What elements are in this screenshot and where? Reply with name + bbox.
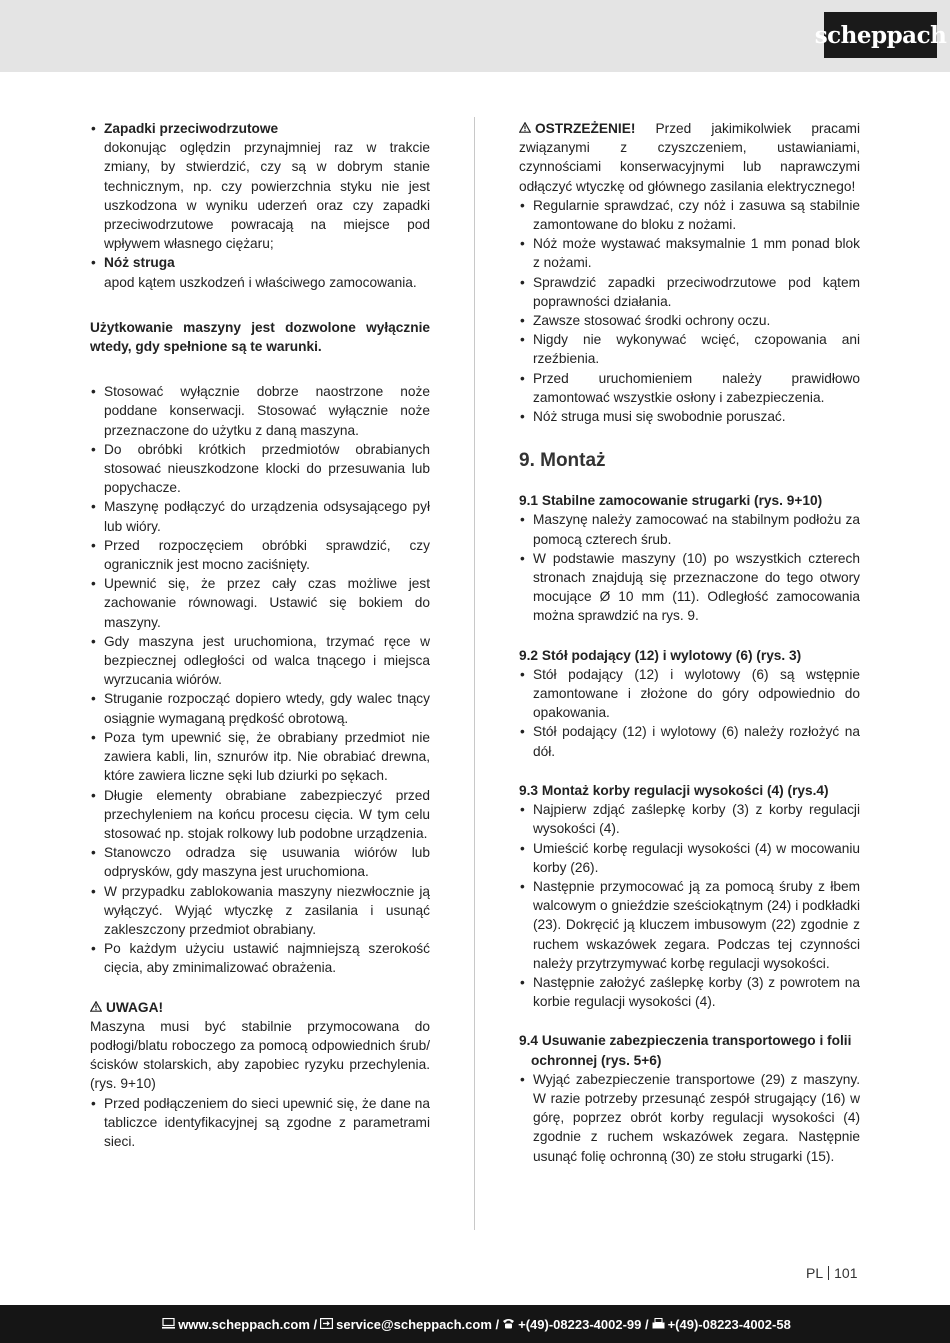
list-item: • Nóż może wystawać maksymalnie 1 mm ponad blok z nożami. [519, 234, 860, 272]
warning-triangle-icon [519, 119, 531, 138]
subsection-heading: 9.2 Stół podający (12) i wylotowy (6) (rys. 3) [519, 647, 802, 663]
caution-title: OSTRZEŻENIE! [535, 121, 636, 136]
item-text: apod kątem uszkodzeń i właściwego zamocowania. [104, 274, 417, 290]
list-item: • Następnie założyć zaślepkę korby (3) z powrotem na korbie regulacji wysokości (4). [519, 973, 860, 1011]
list-item: • Umieścić korbę regulacji wysokości (4) w mocowaniu korby (26). [519, 839, 860, 877]
list-item: • Poza tym upewnić się, że obrabiany przedmiot nie zawiera kabli, lin, sznurów itp. Nie obrabiać drewna, które zawiera liczne sęki lub dziurki po sękach. [90, 728, 430, 786]
section-title: 9. Montaż [519, 450, 606, 472]
warning-triangle-icon [90, 998, 102, 1017]
caution-block [519, 119, 860, 196]
column-divider [474, 117, 475, 1230]
list-item: • Stanowczo odradza się usuwania wiórów lub odprysków, gdy maszyna jest uruchomiona. [90, 843, 430, 881]
list-item: • Po każdym użyciu ustawić najmniejszą szerokość cięcia, aby zminimalizować obrażenia. [90, 939, 430, 977]
page-number [806, 1265, 857, 1281]
subsection-heading: 9.3 Montaż korby regulacji wysokości (4) (rys.4) [519, 782, 829, 798]
computer-icon [162, 1317, 175, 1332]
brand-logo: scheppach [824, 12, 937, 58]
warning-list [90, 1094, 430, 1152]
item-title: • Zapadki przeciwodrzutowe [104, 121, 279, 136]
list-item: • Do obróbki krótkich przedmiotów obrabianych stosować nieuszkodzone klocki do przesuwania lub popychacze. [90, 440, 430, 498]
footer-phone[interactable]: +(49)-08223-4002-99 / [518, 1316, 649, 1332]
subsection [519, 646, 860, 761]
left-column [90, 119, 430, 1151]
list-item [90, 119, 430, 253]
subsection [519, 781, 860, 1011]
list-item: • Przed uruchomieniem należy prawidłowo zamontować wszystkie osłony i zabezpieczenia. [519, 369, 860, 407]
list-item: • Regularnie sprawdzać, czy nóż i zasuwa są stabilnie zamontowane do bloku z nożami. [519, 196, 860, 234]
subsection [519, 491, 860, 625]
conditions-heading: Użytkowanie maszyny jest dozwolone wyłącznie wtedy, gdy spełnione są te warunki. [90, 319, 430, 355]
list-item: • Stosować wyłącznie dobrze naostrzone noże poddane konserwacji. Stosować wyłącznie noże przeznaczone do użytku z daną maszyna. [90, 382, 430, 440]
page-footer [0, 1305, 950, 1343]
conditions-list [90, 382, 430, 977]
list-item: • Przed podłączeniem do sieci upewnić się, że dane na tabliczce identyfikacyjnej są zgodne z parametrami sieci. [90, 1094, 430, 1152]
list-item: • Długie elementy obrabiane zabezpieczyć przed przechyleniem na końcu procesu cięcia. W tym celu stosować np. stojak rolkowy lub podobne urządzenia. [90, 786, 430, 844]
list-item: • W podstawie maszyny (10) po wszystkich czterech stronach znajdują się przeznaczone do tego otwory mocujące Ø 10 mm (11). Odległość zamocowania można sprawdzić na rys. 9. [519, 549, 860, 626]
subsection [519, 1031, 860, 1165]
footer-email[interactable]: service@scheppach.com / [336, 1316, 500, 1332]
caution-text: Przed jakimikolwiek pracami związanymi z czyszczeniem, ustawianiami, czynnościami konserwacyjnymi lub naprawczymi odłączyć wtyczkę od głównego zasilania elektrycznego! [519, 121, 860, 194]
page-language: PL [806, 1265, 824, 1281]
warning-text: Maszyna musi być stabilnie przymocowana do podłogi/blatu roboczego za pomocą odpowiednich śrub/ścisków stolarskich, aby zapobiec ryzyku przechylenia. (rys. 9+10) [90, 1018, 430, 1092]
subsection-heading: 9.1 Stabilne zamocowanie strugarki (rys. 9+10) [519, 493, 823, 509]
list-item: • Nigdy nie wykonywać wcięć, czopowania ani rzeźbienia. [519, 330, 860, 368]
right-column [519, 119, 860, 1166]
list-item: • Upewnić się, że przez cały czas możliwe jest zachowanie równowagi. Ustawić się bokiem do maszyny. [90, 574, 430, 632]
phone-icon [502, 1317, 515, 1332]
warning-block [90, 998, 430, 1152]
list-item: • Gdy maszyna jest uruchomiona, trzymać ręce w bezpiecznej odległości od walca tnącego i miejsca wyrzucania wiórów. [90, 632, 430, 690]
list-item [90, 253, 430, 291]
page-number-value: 101 [834, 1265, 858, 1281]
list-item: • Zawsze stosować środki ochrony oczu. [519, 311, 860, 330]
caution-list [519, 196, 860, 426]
item-text: dokonując oględzin przynajmniej raz w trakcie zmiany, by stwierdzić, czy są w dobrym stanie technicznym, np. czy powierzchnia styku nie jest uszkodzona w wyniku uderzeń oraz czy zapadki przeciwodrzutowe powracają na miejsce pod wpływem własnego ciężaru; [104, 140, 430, 252]
page-header [0, 0, 950, 72]
list-item: • Struganie rozpocząć dopiero wtedy, gdy walec tnący osiągnie wymaganą prędkość obrotową. [90, 689, 430, 727]
footer-web[interactable]: www.scheppach.com / [178, 1316, 318, 1332]
list-item: • W przypadku zablokowania maszyny niezwłocznie ją wyłączyć. Wyjąć wtyczkę z zasilania i usunąć zakleszczony przedmiot obrabiany. [90, 882, 430, 940]
list-item: • Stół podający (12) i wylotowy (6) są wstępnie zamontowane i złożone do góry odpowiednio do opakowania. [519, 665, 860, 723]
list-item: • Sprawdzić zapadki przeciwodrzutowe pod kątem poprawności działania. [519, 273, 860, 311]
footer-fax[interactable]: +(49)-08223-4002-58 [667, 1316, 791, 1332]
fax-icon [652, 1317, 665, 1332]
subsection-heading: 9.4 Usuwanie zabezpieczenia transportowego i folii ochronnej (rys. 5+6) [519, 1033, 852, 1068]
list-item: • Wyjąć zabezpieczenie transportowe (29) z maszyny. W razie potrzeby przesunąć zespół strugający (16) w górę, poprzez obrót korby regulacji wysokości (4) zgodnie z ruchem wskazówek zegara. Następnie usunąć folię ochronną (30) ze stołu strugarki (15). [519, 1070, 860, 1166]
list-item: • Przed rozpoczęciem obróbki sprawdzić, czy ogranicznik jest mocno zaciśnięty. [90, 536, 430, 574]
list-item: • Nóż struga musi się swobodnie poruszać. [519, 407, 860, 426]
list-item: • Stół podający (12) i wylotowy (6) należy rozłożyć na dół. [519, 722, 860, 760]
list-item: • Następnie przymocować ją za pomocą śruby z łbem walcowym o gnieździe sześciokątnym (24) i podkładki (23). Dokręcić ją kluczem imbusowym (22) zgodnie z ruchem wskazówek zegara. Podczas tej czynności należy przytrzymywać korbę regulacji wysokości. [519, 877, 860, 973]
list-item: • Maszynę podłączyć do urządzenia odsysającego pył lub wióry. [90, 497, 430, 535]
list-item: • Maszynę należy zamocować na stabilnym podłożu za pomocą czterech śrub. [519, 510, 860, 548]
inspection-list [90, 119, 430, 292]
warning-title: UWAGA! [106, 999, 164, 1015]
list-item: • Najpierw zdjąć zaślepkę korby (3) z korby regulacji wysokości (4). [519, 800, 860, 838]
item-title: • Nóż struga [104, 255, 175, 271]
mail-icon [320, 1317, 333, 1332]
